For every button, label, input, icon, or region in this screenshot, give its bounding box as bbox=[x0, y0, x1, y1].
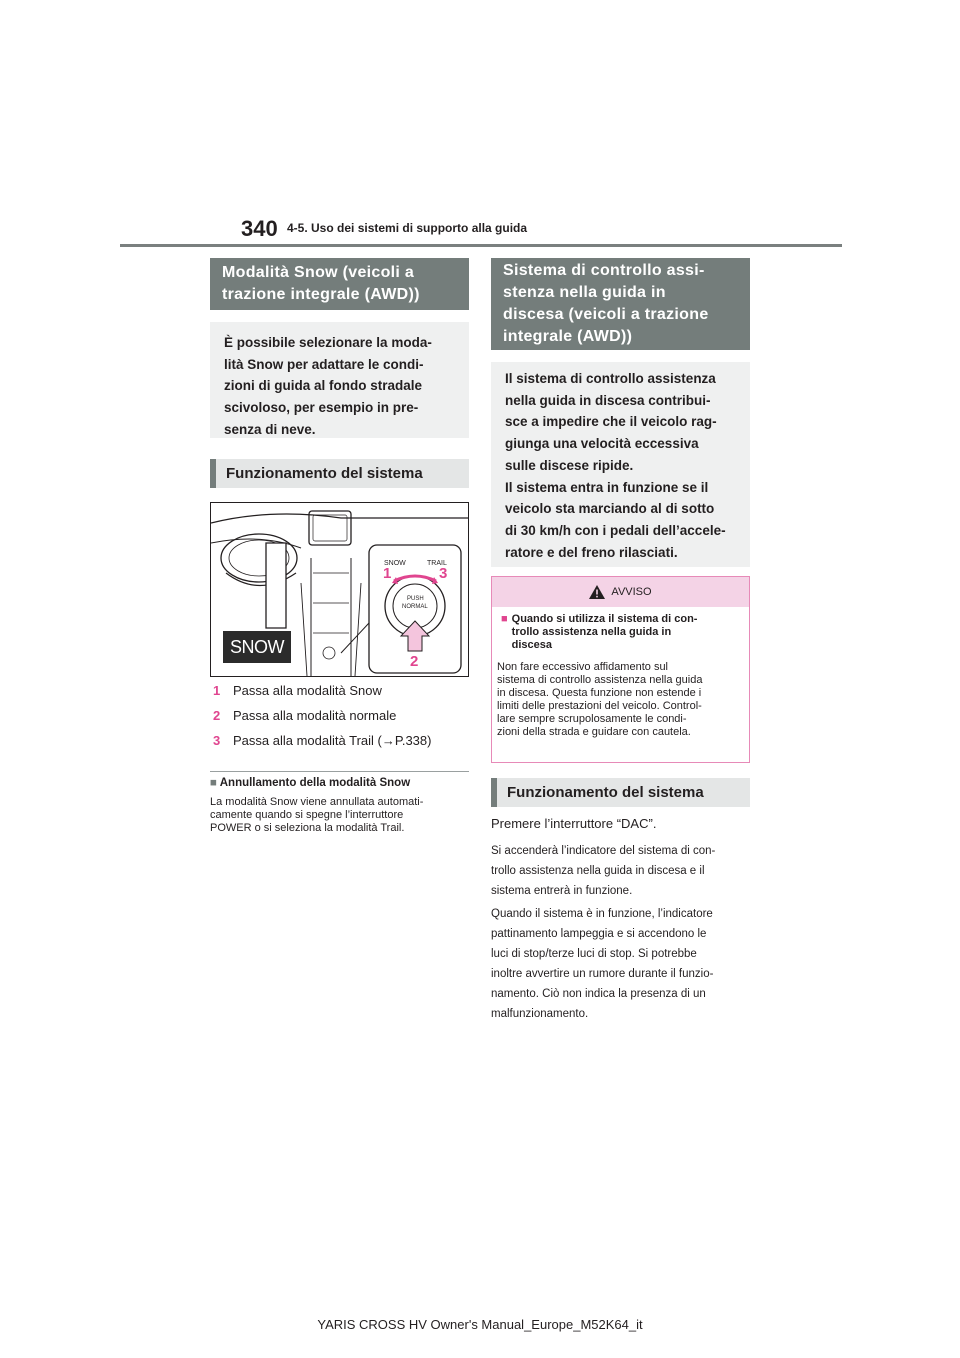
step-3 bbox=[213, 733, 431, 748]
para-line: malfunzionamento. bbox=[491, 1008, 589, 1020]
step-2 bbox=[213, 708, 396, 723]
dac-intro-line: sulle discese ripide. bbox=[505, 457, 634, 473]
drive-mode-illustration bbox=[210, 502, 469, 677]
intro-line: lità Snow per adattare le condi- bbox=[224, 356, 424, 372]
dac-intro-line: ratore e del freno rilasciati. bbox=[505, 544, 678, 560]
knob-text-normal: NORMAL bbox=[402, 604, 428, 610]
footer-manual-name: YARIS CROSS HV Owner's Manual_Europe_M52K64_it bbox=[317, 1317, 643, 1332]
caution-line: in discesa. Questa funzione non estende i bbox=[497, 687, 702, 699]
para-line: pattinamento lampeggia e si accendono le bbox=[491, 928, 707, 940]
step-number: 3 bbox=[213, 733, 221, 748]
warning-icon bbox=[589, 585, 605, 599]
intro-line: scivoloso, per esempio in pre- bbox=[224, 400, 419, 416]
intro-line: senza di neve. bbox=[224, 421, 316, 437]
operation-title-right: Funzionamento del sistema bbox=[491, 778, 750, 807]
dac-title-line: integrale (AWD)) bbox=[503, 328, 633, 345]
step-text: Passa alla modalità Snow bbox=[233, 683, 382, 698]
dac-title-line: discesa (veicoli a trazione bbox=[503, 306, 709, 323]
step-number: 1 bbox=[213, 683, 221, 698]
dac-title-line: Sistema di controllo assi- bbox=[503, 262, 705, 279]
caution-subtitle-line: discesa bbox=[511, 639, 553, 651]
dac-intro-box bbox=[491, 362, 750, 567]
dac-intro-line: giunga una velocità eccessiva bbox=[505, 436, 699, 452]
dac-paragraph-2 bbox=[491, 904, 753, 1024]
para-line: trollo assistenza nella guida in discesa e il bbox=[491, 865, 705, 877]
intro-line: zioni di guida al fondo stradale bbox=[224, 378, 423, 394]
step-text: Passa alla modalità Trail (→P.338) bbox=[233, 733, 432, 748]
section-title: 4-5. Uso dei sistemi di supporto alla guida bbox=[287, 221, 528, 235]
para-line: Quando il sistema è in funzione, l’indicatore bbox=[491, 908, 713, 920]
dac-intro-line: nella guida in discesa contribui- bbox=[505, 392, 711, 408]
para-line: inoltre avvertire un rumore durante il funzio- bbox=[491, 968, 714, 980]
square-bullet-icon: ■ bbox=[210, 777, 217, 789]
para-line: namento. Ciò non indica la presenza di un bbox=[491, 988, 706, 1000]
caution-subtitle-line: Quando si utilizza il sistema di con- bbox=[511, 613, 698, 625]
dac-paragraph-1 bbox=[491, 841, 753, 901]
knob-text-push: PUSH bbox=[407, 596, 424, 602]
snow-indicator: SNOW bbox=[223, 631, 291, 663]
cancel-line: camente quando si spegne l’interruttore bbox=[210, 809, 404, 821]
callout-2: 2 bbox=[410, 653, 419, 670]
callout-3: 3 bbox=[439, 565, 448, 582]
switch-label-trail: TRAIL bbox=[427, 560, 447, 567]
switch-label-snow: SNOW bbox=[384, 560, 406, 567]
press-switch-instruction: Premere l’interruttore “DAC”. bbox=[491, 816, 657, 831]
para-line: sistema entrerà in funzione. bbox=[491, 885, 633, 897]
caution-subtitle bbox=[501, 613, 697, 652]
header-rule bbox=[120, 244, 842, 247]
cancel-line: POWER o si seleziona la modalità Trail. bbox=[210, 822, 405, 834]
cancel-text bbox=[210, 796, 472, 835]
step-text: Passa alla modalità normale bbox=[233, 708, 397, 723]
step-1 bbox=[213, 683, 382, 698]
dac-intro-line: Il sistema di controllo assistenza bbox=[505, 371, 716, 386]
caution-text bbox=[497, 661, 747, 739]
para-line: Si accenderà l’indicatore del sistema di con- bbox=[491, 845, 716, 857]
page-number: 340 bbox=[241, 216, 278, 241]
intro-line: È possibile selezionare la moda- bbox=[224, 335, 432, 350]
cancel-line: La modalità Snow viene annullata automati- bbox=[210, 796, 424, 808]
caution-line: zioni della strada e guidare con cautela. bbox=[497, 726, 691, 738]
cancel-title: ■ Annullamento della modalità Snow bbox=[210, 777, 411, 789]
dac-title-line: stenza nella guida in bbox=[503, 284, 666, 301]
snow-mode-title: Modalità Snow (veicoli a trazione integrale (AWD)) bbox=[210, 258, 469, 310]
caution-header bbox=[492, 577, 749, 607]
caution-subtitle-line: trollo assistenza nella guida in bbox=[511, 626, 672, 638]
snow-mode-intro-box bbox=[210, 322, 469, 438]
step-number: 2 bbox=[213, 708, 221, 723]
dac-intro-line: sce a impedire che il veicolo rag- bbox=[505, 414, 717, 430]
para-line: luci di stop/terze luci di stop. Si potrebbe bbox=[491, 948, 697, 960]
caution-line: Non fare eccessivo affidamento sul bbox=[497, 661, 668, 673]
caution-box bbox=[491, 576, 750, 763]
caution-line: limiti delle prestazioni del veicolo. Control- bbox=[497, 700, 702, 712]
cancel-rule bbox=[210, 771, 469, 772]
operation-title-left: Funzionamento del sistema bbox=[210, 459, 469, 488]
callout-1: 1 bbox=[383, 565, 392, 582]
dac-title bbox=[491, 258, 750, 350]
dac-intro-line: veicolo sta marciando al di sotto bbox=[505, 501, 715, 517]
square-bullet-icon: ■ bbox=[501, 613, 508, 625]
caution-line: lare sempre scrupolosamente le condi- bbox=[497, 713, 687, 725]
dac-intro-line: Il sistema entra in funzione se il bbox=[505, 479, 709, 495]
caution-line: sistema di controllo assistenza nella guida bbox=[497, 674, 703, 686]
dac-intro-line: di 30 km/h con i pedali dell’accele- bbox=[505, 522, 726, 538]
caution-label: AVVISO bbox=[611, 586, 652, 598]
